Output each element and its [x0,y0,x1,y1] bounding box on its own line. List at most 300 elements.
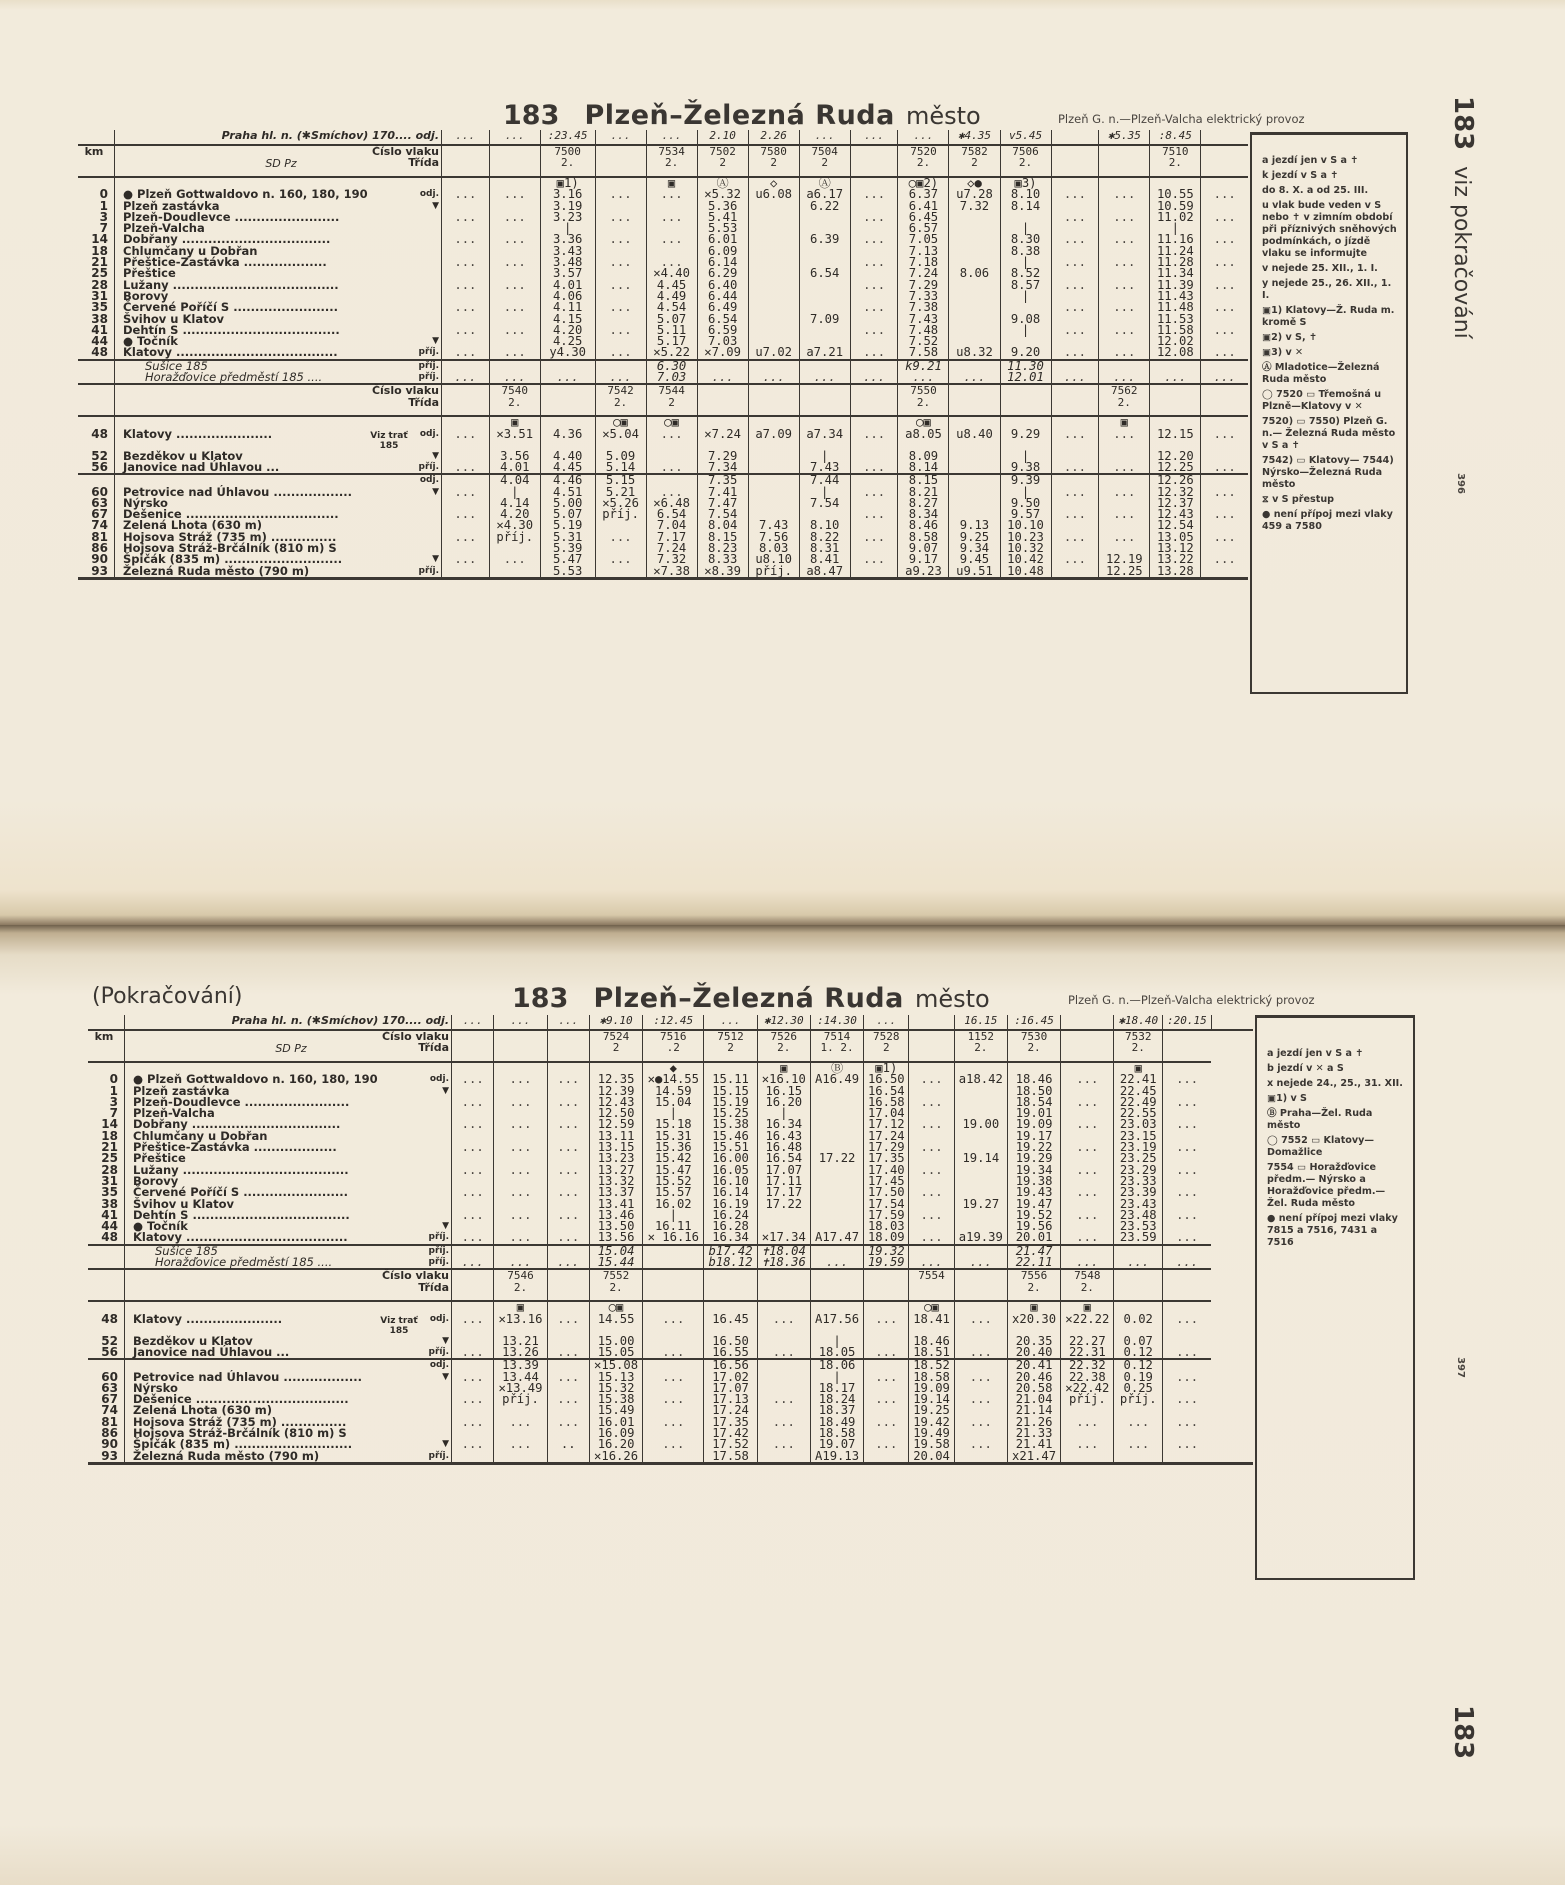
sd-pz-label: SD Pz [275,1041,307,1055]
km-value: 93 [101,1448,118,1463]
time-cell [748,246,799,257]
time-cell: | [1000,451,1051,462]
time-cell: 12.50 [589,1108,642,1119]
time-cell: ... [850,280,898,291]
train-number: 7500 [554,145,581,158]
time-cell: ... [1051,212,1099,223]
time-cell: 13.05 [1150,532,1201,543]
time-cell: 9.38 [1000,462,1051,474]
time-cell: ... [452,1394,494,1405]
train-column-header [1007,1269,1060,1301]
time-cell: 4.20 [489,509,540,520]
departure-from-praha [1201,130,1248,145]
departure-from-praha: ✱4.35 [949,130,1000,145]
km-header: km [88,1030,125,1062]
arr-dep-tag [413,509,442,520]
train-column-header [954,1030,1007,1062]
train-symbol-icon: ◯▣ [646,416,697,428]
time-cell: ... [547,1142,589,1153]
station-row [78,212,1248,223]
route-name: Plzeň–Železná Ruda [584,100,895,131]
arr-dep-tag: ▼ [442,1221,449,1232]
train-column-header [850,145,898,177]
time-cell [757,1359,810,1371]
time-cell: 12.26 [1150,474,1201,486]
time-cell: 5.07 [540,509,595,520]
time-cell: ... [1201,509,1248,520]
train-number: 7502 [709,145,736,158]
time-cell [1114,1451,1163,1464]
time-cell: ... [1061,1417,1114,1428]
train-symbol-icon: Ⓑ [810,1062,863,1074]
time-cell: 11.28 [1150,257,1201,268]
train-column-header [810,1030,863,1062]
time-cell: ... [810,1257,863,1269]
time-cell [748,451,799,462]
time-cell: 6.45 [898,212,949,223]
arr-dep-tag [413,268,442,279]
time-cell: ... [442,280,490,291]
arr-dep-tag [413,543,442,554]
time-cell: ... [452,1210,494,1221]
time-cell [864,1451,909,1464]
train-column-header [547,1030,589,1062]
time-cell: 8.15 [697,532,748,543]
station-name: Švihov u Klatov [115,314,414,325]
time-cell: 3.48 [540,257,595,268]
arr-dep-tag [423,1108,452,1119]
km-value: 90 [101,1437,118,1452]
time-cell: 7.58 [898,347,949,359]
station-name: Přeštice-Zastávka ................... [115,257,414,268]
time-cell: 5.41 [697,212,748,223]
time-cell: 13.28 [1150,566,1201,579]
time-cell: ... [1163,1417,1212,1428]
time-cell: ... [442,302,490,313]
time-cell: 4.54 [646,302,697,313]
time-cell: A17.47 [810,1232,863,1244]
time-cell: 7.43 [898,314,949,325]
time-cell: ... [954,1314,1007,1336]
station-name: Lužany ...................................... [115,280,414,291]
time-cell: ... [442,234,490,245]
km-value: 48 [91,426,108,441]
km-value: 35 [91,300,108,315]
electric-operation-note: Plzeň G. n.—Plzeň-Valcha elektrický provoz [1058,112,1305,126]
time-cell: 5.36 [697,201,748,212]
train-column-header [757,1269,810,1301]
time-cell [954,1131,1007,1142]
timetable-bottom [88,1015,1253,1465]
time-cell: 4.15 [540,314,595,325]
table-number: 183 [512,983,569,1014]
time-cell: ... [954,1372,1007,1383]
footnote-item: b jezdí v ✕ a S [1267,1063,1344,1074]
time-cell: 3.19 [540,201,595,212]
time-cell: 19.25 [909,1405,954,1416]
time-cell: ✕17.34 [757,1232,810,1244]
km-value: 3 [109,1094,118,1109]
train-column-header [494,1030,547,1062]
time-cell: ... [547,1187,589,1198]
time-cell: 7.56 [748,532,799,543]
time-cell: 4.49 [646,291,697,302]
time-cell: ... [643,1394,704,1405]
arr-dep-tag: příj. [428,1232,449,1243]
station-name: Chlumčany u Dobřan [125,1131,424,1142]
time-cell: ... [595,325,646,336]
time-cell: | [540,223,595,234]
time-cell: ... [1099,234,1150,245]
time-cell: 8.15 [898,474,949,486]
time-cell: ✕22.42 [1061,1383,1114,1394]
arr-dep-tag: ▼ [432,336,439,347]
departure-from-praha: ... [898,130,949,145]
time-cell [954,1451,1007,1464]
time-cell: ... [850,257,898,268]
time-cell: ... [494,1417,547,1428]
time-cell [748,223,799,234]
km-value: 7 [99,221,108,236]
time-cell: 21.33 [1007,1428,1060,1439]
time-cell: 8.21 [898,487,949,498]
train-symbol-icon: ◇ [748,177,799,189]
time-cell: 13.44 [494,1372,547,1383]
time-cell: 12.43 [589,1097,642,1108]
station-name: Švihov u Klatov [125,1199,424,1210]
time-cell: 5.11 [646,325,697,336]
time-cell: 8.22 [799,532,850,543]
time-cell: ... [452,1347,494,1359]
time-cell: 20.01 [1007,1232,1060,1244]
time-cell: 13.37 [589,1187,642,1198]
time-cell: a6.17 [799,189,850,200]
time-cell: ... [1201,532,1248,543]
train-class: 2 [882,1041,890,1055]
time-cell: 5.31 [540,532,595,543]
km-value: 60 [91,484,108,499]
route-suffix: město [914,985,990,1013]
time-cell [799,291,850,302]
station-name: Hojsova Stráž (735 m) ............... [125,1417,424,1428]
time-cell [954,1210,1007,1221]
time-cell: ... [547,1119,589,1130]
time-cell: 8.14 [1000,201,1051,212]
time-cell: A16.49 [810,1074,863,1085]
km-value: 44 [101,1219,118,1234]
time-cell: ... [547,1314,589,1336]
time-cell [949,212,1000,223]
time-cell: 16.00 [704,1153,757,1164]
time-cell: ... [452,1165,494,1176]
time-cell: 7.43 [799,462,850,474]
time-cell: 9.50 [1000,498,1051,509]
page-title [503,100,981,131]
time-cell: k9.21 [898,360,949,372]
page-folio: 397 [1454,1357,1466,1378]
time-cell: ... [1099,325,1150,336]
time-cell: 0.07 [1114,1336,1163,1347]
time-cell: ... [799,372,850,384]
time-cell: 7.52 [898,336,949,347]
time-cell: 5.00 [540,498,595,509]
time-cell: 3.56 [489,451,540,462]
train-column-header [1051,145,1099,177]
train-symbol-icon: Ⓐ [697,177,748,189]
time-cell: ... [494,1142,547,1153]
km-value: 60 [101,1369,118,1384]
time-cell: 19.34 [1007,1165,1060,1176]
time-cell: 3.23 [540,212,595,223]
time-cell [1051,566,1099,579]
time-cell: 6.44 [697,291,748,302]
time-cell [949,302,1000,313]
class-label: Třída [418,1041,449,1055]
km-value: 31 [91,288,108,303]
km-value: 21 [91,255,108,270]
train-symbol-icon: ▣ [1061,1301,1114,1313]
km-value: 18 [101,1128,118,1143]
time-cell: 19.38 [1007,1176,1060,1187]
time-cell: 17.29 [864,1142,909,1153]
time-cell: ✕4.40 [646,268,697,279]
time-cell: 7.29 [697,451,748,462]
km-value: 52 [91,448,108,463]
time-cell [748,234,799,245]
station-row [88,1314,1253,1336]
time-cell: 6.14 [697,257,748,268]
train-number: 7520 [910,145,937,158]
time-cell: ... [1163,1074,1212,1085]
time-cell: 22.27 [1061,1336,1114,1347]
time-cell: ... [1051,302,1099,313]
train-column-header [909,1269,954,1301]
arr-dep-tag [413,280,442,291]
time-cell: ✕15.08 [589,1359,642,1371]
time-cell: 17.58 [704,1451,757,1464]
time-cell: 16.56 [704,1359,757,1371]
km-value: 48 [101,1230,118,1245]
time-cell: 8.41 [799,554,850,565]
time-cell: ... [1099,372,1150,384]
time-cell: ... [954,1394,1007,1405]
train-column-header [547,1269,589,1301]
km-value: 41 [101,1207,118,1222]
time-cell: 5.17 [646,336,697,347]
time-cell: 23.43 [1114,1199,1163,1210]
time-cell: 12.37 [1150,498,1201,509]
km-cell [78,130,115,145]
time-cell: 7.41 [697,487,748,498]
time-cell: 15.05 [589,1347,642,1359]
time-cell: ... [452,1232,494,1244]
time-cell: 9.45 [949,554,1000,565]
time-cell: ... [1061,1210,1114,1221]
station-name: Dešenice ................................... [115,509,414,520]
time-cell: 7.38 [898,302,949,313]
time-cell [494,1451,547,1464]
time-cell: ✕ 16.16 [643,1232,704,1244]
train-number: 7542 [607,384,634,398]
time-cell: ✕7.09 [697,347,748,359]
time-cell: 15.18 [643,1119,704,1130]
time-cell: 16.10 [704,1176,757,1187]
time-cell: A19.13 [810,1451,863,1464]
time-cell: ✕7.38 [646,566,697,579]
time-cell [810,1210,863,1221]
arr-dep-tag [423,1176,452,1187]
station-row [88,1451,1253,1464]
footnote-item: 7554 ▭ Horažďovice předm.— Nýrsko a Horažďovice předm.— Žel. Ruda město [1267,1162,1386,1209]
km-value: 28 [101,1162,118,1177]
time-cell: 18.09 [864,1232,909,1244]
train-column-header [704,1030,757,1062]
time-cell: 18.06 [810,1359,863,1371]
time-cell: ... [489,325,540,336]
time-cell: ✕16.10 [757,1074,810,1085]
km-value: 63 [101,1380,118,1395]
time-cell [757,1451,810,1464]
train-class: 2 [668,395,675,409]
departure-from-praha: ... [646,130,697,145]
arr-dep-tag: ▼ [432,554,439,565]
time-cell: 16.05 [704,1165,757,1176]
time-cell: ... [1163,1394,1212,1405]
time-cell: ... [909,1142,954,1153]
time-cell: 13.22 [1150,554,1201,565]
time-cell: ... [1061,1165,1114,1176]
km-value: 21 [101,1140,118,1155]
time-cell: 9.08 [1000,314,1051,325]
time-cell: 18.03 [864,1221,909,1232]
time-cell: ... [1163,1097,1212,1108]
time-cell: | [1000,223,1051,234]
train-number: 1152 [967,1030,995,1043]
time-cell [748,201,799,212]
time-cell: 10.32 [1000,543,1051,554]
train-symbol-icon: ▣ [1114,1062,1163,1074]
arr-dep-tag: odj. [423,1359,452,1371]
km-value: 28 [91,277,108,292]
station-row [78,429,1248,451]
time-cell: | [1000,257,1051,268]
arr-dep-tag: příj. [428,1257,449,1268]
km-cell [78,360,115,372]
train-column-header [949,145,1000,177]
time-cell: ... [850,509,898,520]
time-cell: ... [595,280,646,291]
time-cell [757,1210,810,1221]
time-cell: ... [494,1232,547,1244]
train-number-row [78,145,1248,177]
time-cell: 10.23 [1000,532,1051,543]
time-cell: ... [757,1417,810,1428]
time-cell: ... [643,1372,704,1383]
time-cell: ... [1051,347,1099,359]
time-cell: ... [850,302,898,313]
time-cell: ... [646,212,697,223]
time-cell: 19.52 [1007,1210,1060,1221]
time-cell: 12.35 [589,1074,642,1085]
continuation-label: (Pokračování) [92,984,243,1009]
time-cell: 7.04 [646,520,697,531]
time-cell [748,474,799,486]
branch-station-name: Sušice 185 [125,1245,424,1257]
time-cell: 19.09 [1007,1119,1060,1130]
time-cell: 8.04 [697,520,748,531]
time-cell: 7.54 [697,509,748,520]
footnote-item: ▣2) v S, ✝ [1262,332,1317,343]
time-cell: ... [547,1372,589,1383]
time-cell: ... [850,212,898,223]
train-class: 2. [1027,1280,1041,1294]
time-cell: 12.20 [1150,451,1201,462]
time-cell: 22.11 [1007,1257,1060,1269]
train-symbol-icon: ▣ [646,177,697,189]
footnotes-box [1255,1015,1415,1580]
departure-from-praha: :12.45 [643,1015,704,1030]
time-cell [949,246,1000,257]
time-cell: ... [442,372,490,384]
station-name: Plzeň-Doudlevce ........................ [125,1097,424,1108]
time-cell [949,234,1000,245]
time-cell: 8.03 [748,543,799,554]
time-cell [810,1199,863,1210]
station-name: Přeštice-Zastávka ................... [125,1142,424,1153]
time-cell: ... [452,1097,494,1108]
time-cell [748,257,799,268]
train-header-label [115,384,442,416]
km-value: 74 [91,518,108,533]
time-cell: příj. [494,1394,547,1405]
time-cell: ... [864,1394,909,1405]
time-cell: 5.15 [595,474,646,486]
time-cell: ... [452,1187,494,1198]
time-cell: 15.47 [643,1165,704,1176]
arr-dep-tag: ▼ [442,1371,449,1382]
time-cell: ✕22.22 [1061,1314,1114,1336]
time-cell: 5.53 [697,223,748,234]
time-cell: 17.22 [757,1199,810,1210]
km-value: 25 [101,1151,118,1166]
time-cell: 18.54 [1007,1097,1060,1108]
time-cell: ... [547,1394,589,1405]
train-class: 1. 2. [820,1041,854,1055]
time-cell: ... [1163,1232,1212,1244]
time-cell: a19.39 [954,1232,1007,1244]
side-label [1448,96,1478,339]
departure-from-praha: ✱12.30 [757,1015,810,1030]
time-cell: 17.42 [704,1428,757,1439]
time-cell: ... [1099,429,1150,451]
km-cell [88,1257,125,1269]
km-value: 18 [91,243,108,258]
time-cell: 16.58 [864,1097,909,1108]
time-cell: 17.04 [864,1108,909,1119]
time-cell: 12.15 [1150,429,1201,451]
time-cell: 15.57 [643,1187,704,1198]
arr-dep-tag: příj. [413,360,442,372]
train-number: 7544 [658,384,685,398]
time-cell: ... [1201,302,1248,313]
time-cell: 20.58 [1007,1383,1060,1394]
arr-dep-tag [423,1131,452,1142]
departure-from-praha: v5.45 [1000,130,1051,145]
time-cell: ... [864,1417,909,1428]
departure-from-praha: 16.15 [954,1015,1007,1030]
train-column-header [748,384,799,416]
km-value: 25 [91,266,108,281]
